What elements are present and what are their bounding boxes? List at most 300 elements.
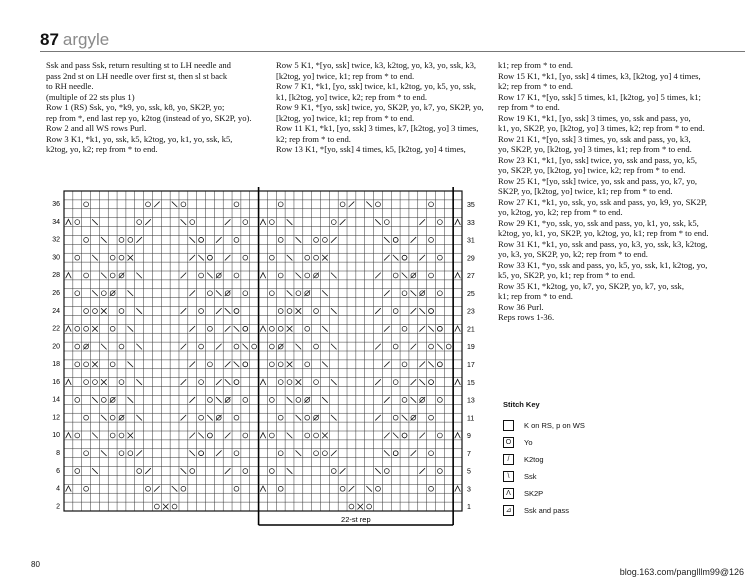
k2tog-symbol [375, 379, 381, 385]
k2tog-symbol [278, 344, 284, 350]
ssk-symbol [384, 450, 390, 456]
yo-symbol [393, 273, 398, 278]
k2tog-symbol [375, 344, 381, 350]
k2tog-symbol [110, 397, 116, 403]
row-label-left: 20 [52, 343, 60, 351]
yo-symbol [84, 326, 89, 331]
sk2p-symbol [66, 326, 72, 332]
yo-symbol [393, 415, 398, 420]
ssk-symbol [101, 344, 107, 350]
k2tog-symbol [411, 273, 417, 279]
row-label-right: 1 [467, 504, 471, 512]
k2tog-symbol [384, 362, 390, 368]
k2tog-symbol [189, 255, 195, 261]
ssk-symbol [207, 273, 213, 279]
ssk-symbol [207, 415, 213, 421]
k2tog-symbol [145, 468, 151, 474]
k2tog-symbol [181, 308, 187, 314]
yo-symbol [384, 469, 389, 474]
ssk-symbol [366, 202, 372, 208]
yo-symbol [137, 469, 142, 474]
yo-symbol [75, 362, 80, 367]
yo-symbol [110, 326, 115, 331]
yo-symbol [243, 255, 248, 260]
sk2p-symbol [455, 273, 461, 279]
yo-symbol [340, 486, 345, 491]
ssk-symbol [92, 468, 98, 474]
sk2p-symbol [66, 273, 72, 279]
yo-symbol [437, 220, 442, 225]
row-label-left: 22 [52, 325, 60, 333]
ssk-symbol [419, 308, 425, 314]
instruction-line: Row 21 K1, *[yo, ssk] 3 times, yo, ssk and pass, yo, k3, [498, 133, 691, 144]
yo-symbol [269, 397, 274, 402]
k2tog-symbol [225, 326, 231, 332]
k2tog-symbol [136, 237, 142, 243]
stitch-symbol-icon: O [503, 437, 514, 448]
yo-symbol [305, 415, 310, 420]
instruction-line: Row 5 K1, *[yo, ssk] twice, k3, k2tog, yo, k3, yo, ssk, k3, [276, 60, 477, 70]
k2tog-symbol [349, 202, 355, 208]
row-label-right: 33 [467, 219, 475, 227]
yo-symbol [287, 309, 292, 314]
instruction-line: Row 33 K1, *yo, ssk and pass, yo, k5, yo, ssk, k1, k2tog, yo, [498, 259, 708, 270]
k2tog-symbol [216, 415, 222, 421]
k2tog-symbol [411, 237, 417, 243]
k2tog-symbol [419, 397, 425, 403]
instruction-line: Row 11 K1, *k1, [yo, ssk] 3 times, k7, [k2tog, yo] 3 times, [276, 123, 479, 133]
yo-symbol [208, 433, 213, 438]
sk2p-symbol [260, 433, 266, 439]
row-label-left: 26 [52, 290, 60, 297]
yo-symbol [393, 344, 398, 349]
k2tog-symbol [411, 308, 417, 314]
yo-symbol [190, 220, 195, 225]
yo-symbol [234, 415, 239, 420]
yo-symbol [75, 220, 80, 225]
page-number: 80 [31, 560, 40, 569]
ssk-symbol [189, 450, 195, 456]
k2tog-symbol [411, 344, 417, 350]
yo-symbol [429, 237, 434, 242]
k2tog-symbol [216, 273, 222, 279]
ssk-symbol [198, 255, 204, 261]
k2tog-symbol [136, 450, 142, 456]
yo-symbol [119, 309, 124, 314]
k2tog-symbol [189, 433, 195, 439]
yo-symbol [119, 451, 124, 456]
ssk-symbol [136, 379, 142, 385]
instruction-line: yo, SK2P, yo, [k2tog, yo] twice, k2; rep from * to end. [498, 165, 686, 175]
k2tog-symbol [304, 290, 310, 296]
k2tog-symbol [419, 433, 425, 439]
k2tog-symbol [83, 344, 89, 350]
k2tog-symbol [119, 415, 125, 421]
row-label-right: 7 [467, 450, 471, 458]
yo-symbol [234, 486, 239, 491]
ssk-symbol [411, 290, 417, 296]
stitch-key-item [503, 468, 585, 485]
instruction-line: rep from *, end last rep yo, k2tog (instead of yo, SK2P, yo). [46, 112, 252, 123]
yo-symbol [208, 326, 213, 331]
instruction-line: yo, SK2P, yo, [k2tog, yo] 3 times, k1; rep from * to end. [498, 144, 692, 154]
yo-symbol [402, 255, 407, 260]
row-label-left: 10 [52, 432, 60, 440]
yo-symbol [75, 291, 80, 296]
stitch-symbol-icon: ⊿ [503, 505, 514, 516]
ssk-symbol [181, 468, 187, 474]
stitch-key-label: Yo [524, 438, 533, 447]
k2tog-symbol [189, 362, 195, 368]
row-label-right: 11 [467, 415, 475, 423]
instruction-line: Row 19 K1, *k1, [yo, ssk] 3 times, yo, ssk and pass, yo, [498, 112, 691, 123]
yo-symbol [331, 469, 336, 474]
ssk-symbol [225, 308, 231, 314]
yo-symbol [84, 273, 89, 278]
yo-symbol [128, 451, 133, 456]
instruction-line: k2; rep from * to end. [276, 133, 351, 144]
row-label-left: 6 [56, 467, 60, 475]
sk2p-symbol [66, 379, 72, 385]
ssk-symbol [216, 290, 222, 296]
ssk-symbol [243, 344, 249, 350]
row-label-left: 2 [56, 503, 60, 511]
yo-symbol [278, 380, 283, 385]
repeat-label: 22-st rep [341, 515, 371, 524]
yo-symbol [305, 433, 310, 438]
ssk-symbol [428, 326, 434, 332]
yo-symbol [93, 380, 98, 385]
yo-symbol [402, 362, 407, 367]
k2tog-symbol [181, 379, 187, 385]
ssk-symbol [287, 433, 293, 439]
row-label-right: 29 [467, 255, 475, 263]
ssk-symbol [331, 415, 337, 421]
yo-symbol [429, 415, 434, 420]
pattern-number: 87 [40, 30, 59, 49]
yo-symbol [429, 344, 434, 349]
yo-symbol [446, 344, 451, 349]
row-label-right: 5 [467, 468, 471, 476]
sk2p-symbol [260, 379, 266, 385]
instruction-line: Row 1 (RS) Ssk, yo, *k9, yo, ssk, k8, yo, SK2P, yo; [46, 102, 225, 112]
yo-symbol [181, 486, 186, 491]
ssk-symbol [411, 397, 417, 403]
sk2p-symbol [455, 486, 461, 492]
k2tog-symbol [419, 255, 425, 261]
ssk-symbol [101, 237, 107, 243]
yo-symbol [243, 397, 248, 402]
row-label-right: 31 [467, 237, 475, 245]
yo-symbol [437, 469, 442, 474]
ssk-symbol [287, 290, 293, 296]
stitch-key-item [503, 417, 585, 434]
yo-symbol [119, 380, 124, 385]
sk2p-symbol [66, 219, 72, 225]
sk2p-symbol [66, 486, 72, 492]
yo-symbol [393, 237, 398, 242]
yo-symbol [376, 202, 381, 207]
row-label-left: 4 [56, 485, 60, 493]
stitch-key-item [503, 485, 585, 502]
sk2p-symbol [455, 379, 461, 385]
row-label-right: 17 [467, 362, 475, 369]
stitch-key-label: K on RS, p on WS [524, 421, 585, 430]
ssk-symbol [296, 344, 302, 350]
yo-symbol [269, 469, 274, 474]
yo-symbol [84, 380, 89, 385]
yo-symbol [340, 202, 345, 207]
yo-symbol [199, 451, 204, 456]
yo-symbol [314, 344, 319, 349]
k2tog-symbol [419, 468, 425, 474]
ssk-symbol [287, 468, 293, 474]
yo-symbol [110, 255, 115, 260]
instruction-line: Row 7 K1, *k1, [yo, ssk] twice, k1, k2tog, yo, k5, yo, ssk, [276, 81, 477, 91]
ssk-symbol [128, 362, 134, 368]
stitch-key-label: Ssk and pass [524, 506, 570, 515]
instruction-line: Row 36 Purl. [498, 301, 544, 312]
instruction-line: Row 17 K1, *[yo, ssk] 5 times, k1, [k2tog, yo] 5 times, k1; [498, 91, 701, 102]
k2tog-symbol [313, 273, 319, 279]
yo-symbol [402, 326, 407, 331]
k2tog-symbol [181, 415, 187, 421]
yo-symbol [93, 309, 98, 314]
stitch-symbol-icon: / [503, 454, 514, 465]
row-label-left: 34 [52, 218, 60, 226]
row-label-left: 16 [52, 378, 60, 386]
k2tog-symbol [181, 344, 187, 350]
yo-symbol [234, 380, 239, 385]
yo-symbol [101, 291, 106, 296]
instruction-line: Row 25 K1, *[yo, ssk] twice, yo, ssk and pass, yo, k7, yo, [498, 175, 698, 186]
k2tog-symbol [216, 379, 222, 385]
yo-symbol [75, 433, 80, 438]
ssk-symbol [331, 273, 337, 279]
k2tog-symbol [189, 326, 195, 332]
instruction-line: Row 27 K1, *k1, yo, ssk, yo, ssk and pass, yo, k9, yo, SK2P, [498, 196, 707, 207]
yo-symbol [181, 202, 186, 207]
instruction-line: (multiple of 22 sts plus 1) [46, 91, 135, 102]
ssk-symbol [92, 219, 98, 225]
stitch-key-label: K2tog [524, 455, 544, 464]
yo-symbol [234, 309, 239, 314]
yo-symbol [110, 362, 115, 367]
k2tog-symbol [225, 433, 231, 439]
yo-symbol [278, 202, 283, 207]
yo-symbol [314, 451, 319, 456]
ssk-symbol [136, 344, 142, 350]
stitch-key [503, 400, 585, 519]
yo-symbol [278, 415, 283, 420]
yo-symbol [199, 380, 204, 385]
instruction-line: [k2tog, yo] twice, k1; rep from * to end. [276, 70, 415, 81]
yo-symbol [437, 326, 442, 331]
stitch-key-item [503, 434, 585, 451]
ssk-symbol [428, 362, 434, 368]
yo-symbol [314, 237, 319, 242]
stitch-key-label: Ssk [524, 472, 537, 481]
k2tog-symbol [216, 237, 222, 243]
k2tog-symbol [411, 379, 417, 385]
yo-symbol [314, 433, 319, 438]
sk2p-symbol [260, 219, 266, 225]
ssk-symbol [101, 273, 107, 279]
k2tog-symbol [154, 486, 160, 492]
k2tog-symbol [384, 433, 390, 439]
k2tog-symbol [313, 415, 319, 421]
ssk-symbol [322, 290, 328, 296]
yo-symbol [243, 291, 248, 296]
row-label-left: 36 [52, 201, 60, 209]
instruction-line: to RH needle. [46, 81, 94, 91]
k2tog-symbol [411, 415, 417, 421]
row-label-left: 12 [52, 414, 60, 422]
ssk-symbol [189, 237, 195, 243]
stitch-symbol-icon [503, 420, 514, 431]
yo-symbol [243, 326, 248, 331]
instruction-line: SK2P, yo, [k2tog, yo] twice, k1; rep from * to end. [498, 186, 673, 196]
yo-symbol [84, 415, 89, 420]
ssk-symbol [198, 433, 204, 439]
yo-symbol [314, 309, 319, 314]
instruction-line: k1; rep from * to end. [498, 60, 573, 70]
yo-symbol [243, 220, 248, 225]
k2tog-symbol [145, 219, 151, 225]
ssk-symbol [437, 344, 443, 350]
yo-symbol [437, 255, 442, 260]
yo-symbol [269, 326, 274, 331]
instruction-line: yo, k3, yo, SK2P, yo, k2; rep from * to end. [498, 249, 648, 259]
k2tog-symbol [375, 415, 381, 421]
yo-symbol [393, 451, 398, 456]
yo-symbol [437, 362, 442, 367]
ssk-symbol [322, 397, 328, 403]
ssk-symbol [419, 379, 425, 385]
yo-symbol [287, 380, 292, 385]
ssk-symbol [101, 450, 107, 456]
yo-symbol [429, 309, 434, 314]
ssk-symbol [136, 308, 142, 314]
instruction-line: k1; rep from * to end. [498, 291, 573, 301]
yo-symbol [234, 451, 239, 456]
k2tog-symbol [154, 202, 160, 208]
k2tog-symbol [225, 219, 231, 225]
k2tog-symbol [225, 362, 231, 368]
yo-symbol [305, 326, 310, 331]
ssk-symbol [234, 362, 240, 368]
yo-symbol [199, 344, 204, 349]
instruction-line: Row 35 K1, *k2tog, yo, k7, yo, SK2P, yo, k7, yo, ssk, [498, 280, 684, 291]
ssk-symbol [331, 344, 337, 350]
yo-symbol [190, 469, 195, 474]
yo-symbol [278, 451, 283, 456]
k2tog-symbol [216, 308, 222, 314]
instruction-line: yo, k2tog, yo, k2; rep from * to end. [498, 207, 623, 217]
yo-symbol [119, 433, 124, 438]
ssk-symbol [136, 415, 142, 421]
yo-symbol [137, 220, 142, 225]
row-label-right: 27 [467, 273, 475, 281]
ssk-symbol [322, 362, 328, 368]
k2tog-symbol [384, 397, 390, 403]
stitch-key-title: Stitch Key [503, 400, 540, 409]
ssk-symbol [92, 290, 98, 296]
ssk-symbol [366, 486, 372, 492]
ssk-symbol [287, 255, 293, 261]
yo-symbol [269, 433, 274, 438]
stitch-symbol-icon: \ [503, 471, 514, 482]
yo-symbol [269, 291, 274, 296]
yo-symbol [75, 344, 80, 349]
yo-symbol [84, 362, 89, 367]
instruction-line: k1, yo, SK2P, yo, [k2tog, yo] 3 times, k2; rep from * to end. [498, 123, 705, 133]
row-label-right: 3 [467, 486, 471, 494]
row-label-right: 15 [467, 379, 475, 387]
yo-symbol [208, 255, 213, 260]
instruction-line: rep from * to end. [498, 102, 560, 112]
ssk-symbol [331, 379, 337, 385]
yo-symbol [278, 237, 283, 242]
yo-symbol [234, 273, 239, 278]
yo-symbol [84, 451, 89, 456]
k2tog-symbol [189, 290, 195, 296]
k2tog-symbol [331, 237, 337, 243]
k2tog-symbol [419, 219, 425, 225]
yo-symbol [199, 415, 204, 420]
instruction-line: Reps rows 1-36. [498, 312, 555, 322]
instruction-line: [k2tog, yo] twice, k1; rep from * to end. [276, 112, 415, 123]
yo-symbol [402, 433, 407, 438]
row-label-left: 18 [52, 361, 60, 369]
instruction-line: Row 31 K1, *k1, yo, ssk and pass, yo, k3, yo, ssk, k3, k2tog, [498, 238, 708, 249]
k2tog-symbol [384, 326, 390, 332]
yo-symbol [314, 380, 319, 385]
pattern-title: argyle [62, 30, 110, 49]
instruction-line: Row 2 and all WS rows Purl. [46, 123, 147, 133]
k2tog-symbol [349, 486, 355, 492]
instruction-line: k5, yo, SK2P, yo, k1; rep from * to end. [498, 270, 636, 280]
yo-symbol [154, 504, 159, 509]
yo-symbol [429, 380, 434, 385]
ssk-symbol [128, 290, 134, 296]
k2tog-symbol [225, 468, 231, 474]
k2tog-symbol [110, 290, 116, 296]
sk2p-symbol [455, 326, 461, 332]
watermark: blog.163.com/panglllm99@126 [619, 567, 744, 577]
instruction-line: Row 13 K1, *[yo, ssk] 4 times, k5, [k2tog, yo] 4 times, [276, 144, 466, 154]
ssk-symbol [375, 468, 381, 474]
k2tog-symbol [225, 397, 231, 403]
stitch-key-item [503, 451, 585, 468]
row-label-left: 24 [52, 307, 60, 315]
k2tog-symbol [340, 219, 346, 225]
yo-symbol [252, 344, 257, 349]
yo-symbol [314, 255, 319, 260]
yo-symbol [278, 326, 283, 331]
stitch-key-label: SK2P [524, 489, 544, 498]
k2tog-symbol [375, 308, 381, 314]
yo-symbol [269, 255, 274, 260]
ssk-symbol [136, 273, 142, 279]
ssk-symbol [128, 397, 134, 403]
yo-symbol [278, 362, 283, 367]
k2tog-symbol [331, 450, 337, 456]
yo-symbol [269, 344, 274, 349]
row-label-left: 8 [56, 450, 60, 457]
ssk-symbol [375, 219, 381, 225]
row-label-right: 25 [467, 290, 475, 298]
